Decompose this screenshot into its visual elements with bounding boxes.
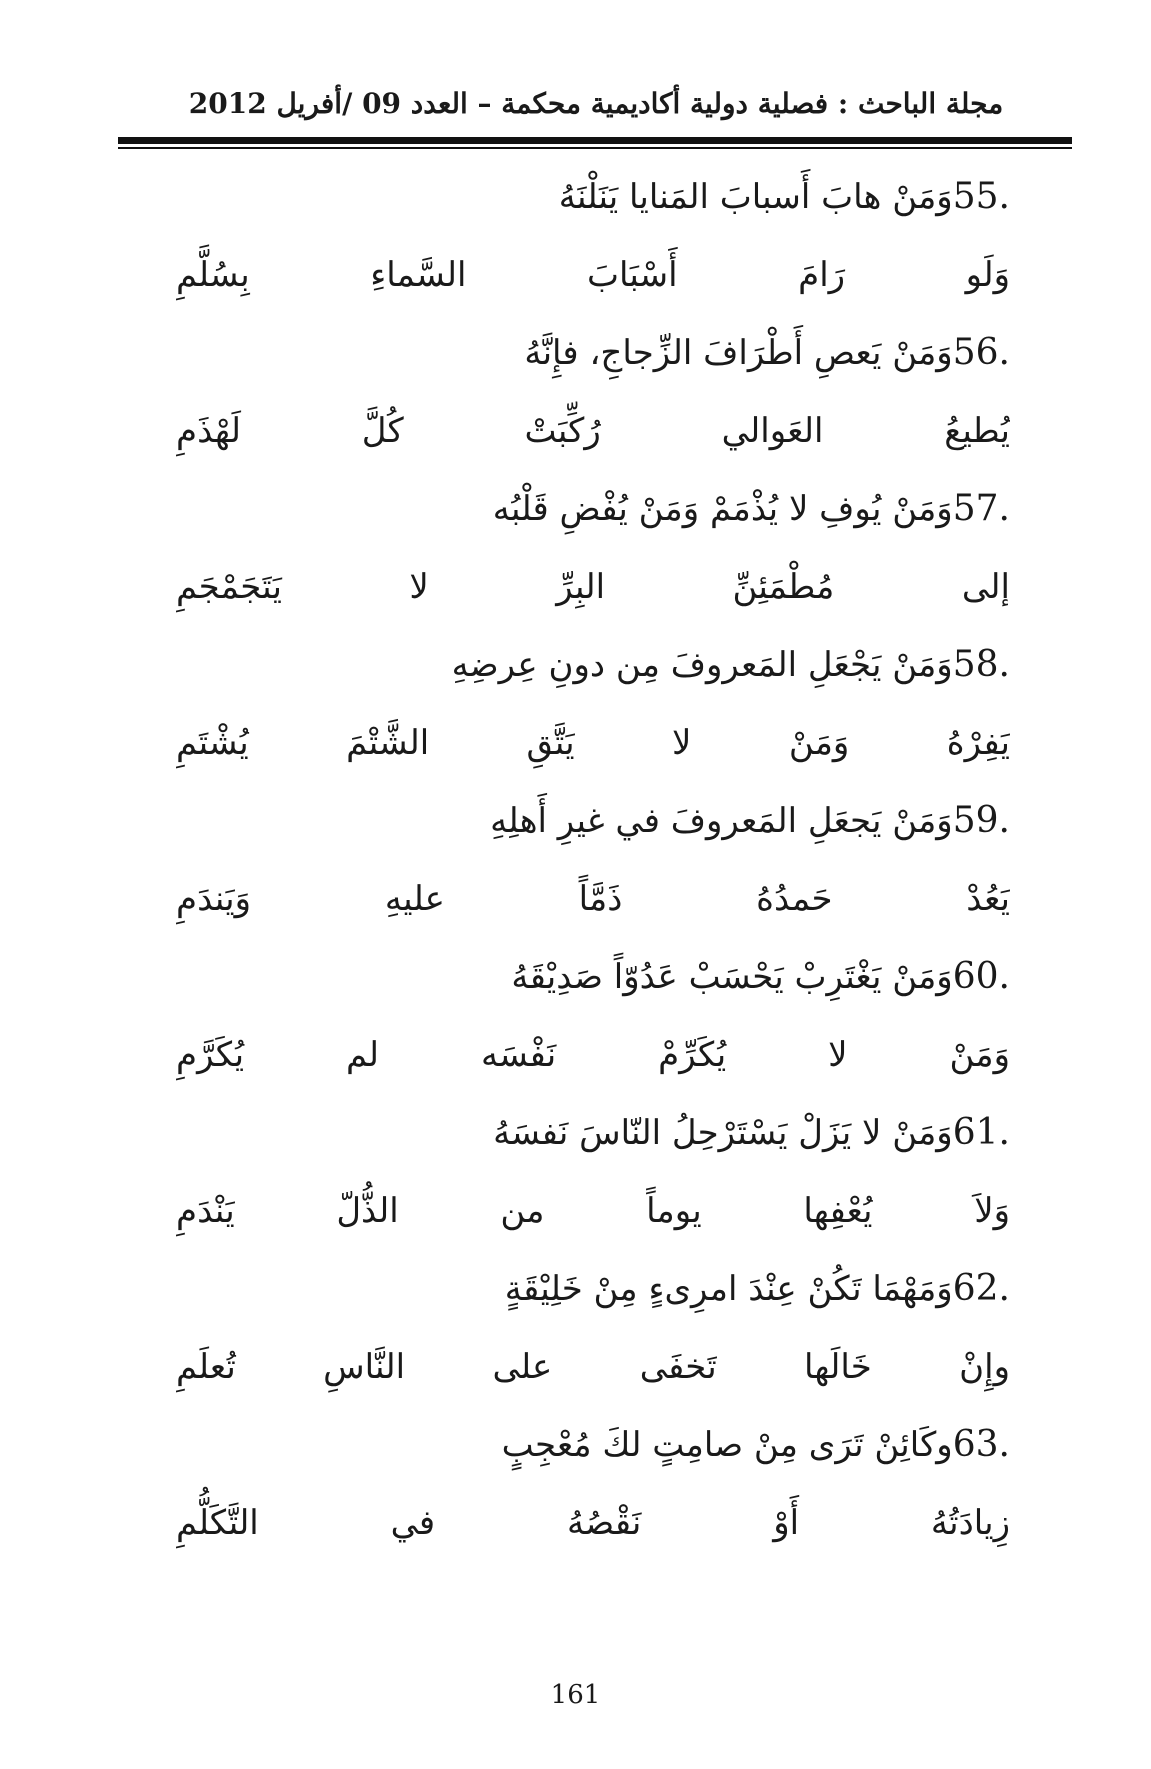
verse-word: وَيَندَمِ [176, 879, 252, 919]
verse-second-hemistich [176, 236, 1010, 314]
verse-word: تَخفَى [639, 1347, 717, 1387]
header-rule-thick [118, 137, 1072, 144]
verse-word: الشَّتْمَ [346, 723, 430, 763]
verse-word: يُكَرِّمْ [658, 1035, 727, 1075]
verse-first-hemistich [176, 782, 1010, 860]
verse-number: 57. [952, 488, 1010, 529]
verse-word: نَقْصُهُ [567, 1503, 642, 1543]
verse-second-hemistich [176, 1172, 1010, 1250]
page-number: 161 [550, 1680, 601, 1710]
verse-second-hemistich [176, 860, 1010, 938]
verse-second-hemistich [176, 704, 1010, 782]
verse-first-text: وَمَنْ يُوفِ لا يُذْمَمْ وَمَنْ يُفْضِ قَلْبُه [492, 489, 953, 529]
verse-word: وإِنْ [959, 1347, 1010, 1387]
verse-word: من [500, 1191, 545, 1231]
verse-word: لم [346, 1035, 380, 1075]
verse-second-hemistich [176, 1328, 1010, 1406]
verse-first-hemistich [176, 158, 1010, 236]
verse-word: السَّماءِ [370, 255, 467, 295]
verse-first-hemistich [176, 1406, 1010, 1484]
verse-first-text: وَمَنْ يَغْتَرِبْ يَحْسَبْ عَدُوّاً صَدِيْقَهُ [511, 957, 953, 997]
verse-word: يَتَجَمْجَمِ [176, 567, 282, 607]
verse-first-text: وَمَنْ يَجْعَلِ المَعروفَ مِن دونِ عِرضِهِ [451, 645, 953, 685]
verse-word: على [492, 1347, 553, 1387]
verse-second-hemistich [176, 548, 1010, 626]
verse-word: ذَمَّاً [578, 879, 623, 919]
verse-word: وَلَو [965, 255, 1010, 295]
verse-number: 61. [952, 1112, 1010, 1153]
verse-word: أَسْبَابَ [587, 255, 678, 295]
verse-number: 63. [952, 1424, 1010, 1465]
verse-word: كُلَّ [361, 411, 404, 451]
verse-number: 59. [952, 800, 1010, 841]
verse-first-hemistich [176, 938, 1010, 1016]
verse-second-hemistich [176, 392, 1010, 470]
verse-word: لا [828, 1035, 848, 1075]
verse-word: لَهْذَمِ [176, 411, 241, 451]
verse-word: في [390, 1503, 436, 1543]
journal-header: مجلة الباحث : فصلية دولية أكاديمية محكمة – العدد 09 /أفريل 2012 [188, 87, 1004, 120]
verse-word: البِرِّ [556, 567, 606, 607]
verse-word: تُعلَمِ [176, 1347, 236, 1387]
header-rule-thin [118, 147, 1072, 149]
verse-first-hemistich [176, 1250, 1010, 1328]
verse-first-text: وَمَنْ يَعصِ أَطْرَافَ الزِّجاجِ، فإِنَّهُ [524, 333, 953, 373]
verse-word: يوماً [646, 1191, 702, 1231]
verse-word: عليهِ [384, 879, 445, 919]
verse-word: لا [672, 723, 692, 763]
verse-first-hemistich [176, 1094, 1010, 1172]
verse-word: يَفِرْهُ [946, 723, 1010, 763]
verse-second-hemistich [176, 1016, 1010, 1094]
verse-word: نَفْسَه [480, 1035, 557, 1075]
verse-number: 58. [952, 644, 1010, 685]
verse-first-hemistich [176, 470, 1010, 548]
verse-word: وَمَنْ [788, 723, 850, 763]
verse-word: يَنْدَمِ [176, 1191, 235, 1231]
verse-word: يُكَرَّمِ [176, 1035, 245, 1075]
verse-word: النَّاسِ [323, 1347, 406, 1387]
verse-first-text: وَمَنْ لا يَزَلْ يَسْتَرْحِلُ النّاسَ نَفسَهُ [493, 1113, 953, 1153]
verse-first-text: وَمَنْ يَجعَلِ المَعروفَ في غيرِ أَهلِهِ [490, 801, 953, 841]
verse-word: بِسُلَّمِ [176, 255, 250, 295]
verse-word: حَمدُهُ [756, 879, 833, 919]
verse-word: رُكِّبَتْ [524, 411, 601, 451]
verse-number: 60. [952, 956, 1010, 997]
verse-word: زِيادَتُهُ [930, 1503, 1010, 1543]
verse-first-text: وكَائِنْ تَرَى مِنْ صامِتٍ لكَ مُعْجِبٍ [501, 1425, 953, 1465]
verse-word: العَوالي [721, 411, 824, 451]
verse-first-hemistich [176, 314, 1010, 392]
verse-word: وَلاَ [974, 1191, 1010, 1231]
verse-word: رَامَ [798, 255, 846, 295]
verse-word: التَّكَلُّمِ [176, 1503, 259, 1543]
verse-first-text: وَمَهْمَا تَكُنْ عِنْدَ امرِىءٍ مِنْ خَلِيْقَةٍ [504, 1269, 953, 1309]
verse-number: 55. [952, 176, 1010, 217]
verse-word: يَعُدْ [966, 879, 1010, 919]
verse-number: 56. [952, 332, 1010, 373]
verse-word: مُطْمَئِنِّ [732, 567, 835, 607]
verse-word: يَتَّقِ [526, 723, 575, 763]
verse-word: أَوْ [773, 1503, 800, 1543]
verse-word: وَمَنْ [949, 1035, 1010, 1075]
verse-word: لا [409, 567, 429, 607]
verse-word: إلى [961, 567, 1010, 607]
poem-verses [176, 158, 1010, 1562]
verse-word: الذُّلّ [336, 1191, 399, 1231]
verse-first-text: وَمَنْ هابَ أَسبابَ المَنايا يَنَلْنَهُ [558, 177, 953, 217]
verse-second-hemistich [176, 1484, 1010, 1562]
verse-word: يُطيعُ [944, 411, 1010, 451]
verse-number: 62. [952, 1268, 1010, 1309]
verse-word: يُشْتَمِ [176, 723, 249, 763]
verse-word: يُعْفِها [803, 1191, 873, 1231]
verse-first-hemistich [176, 626, 1010, 704]
verse-word: خَالَها [804, 1347, 872, 1387]
